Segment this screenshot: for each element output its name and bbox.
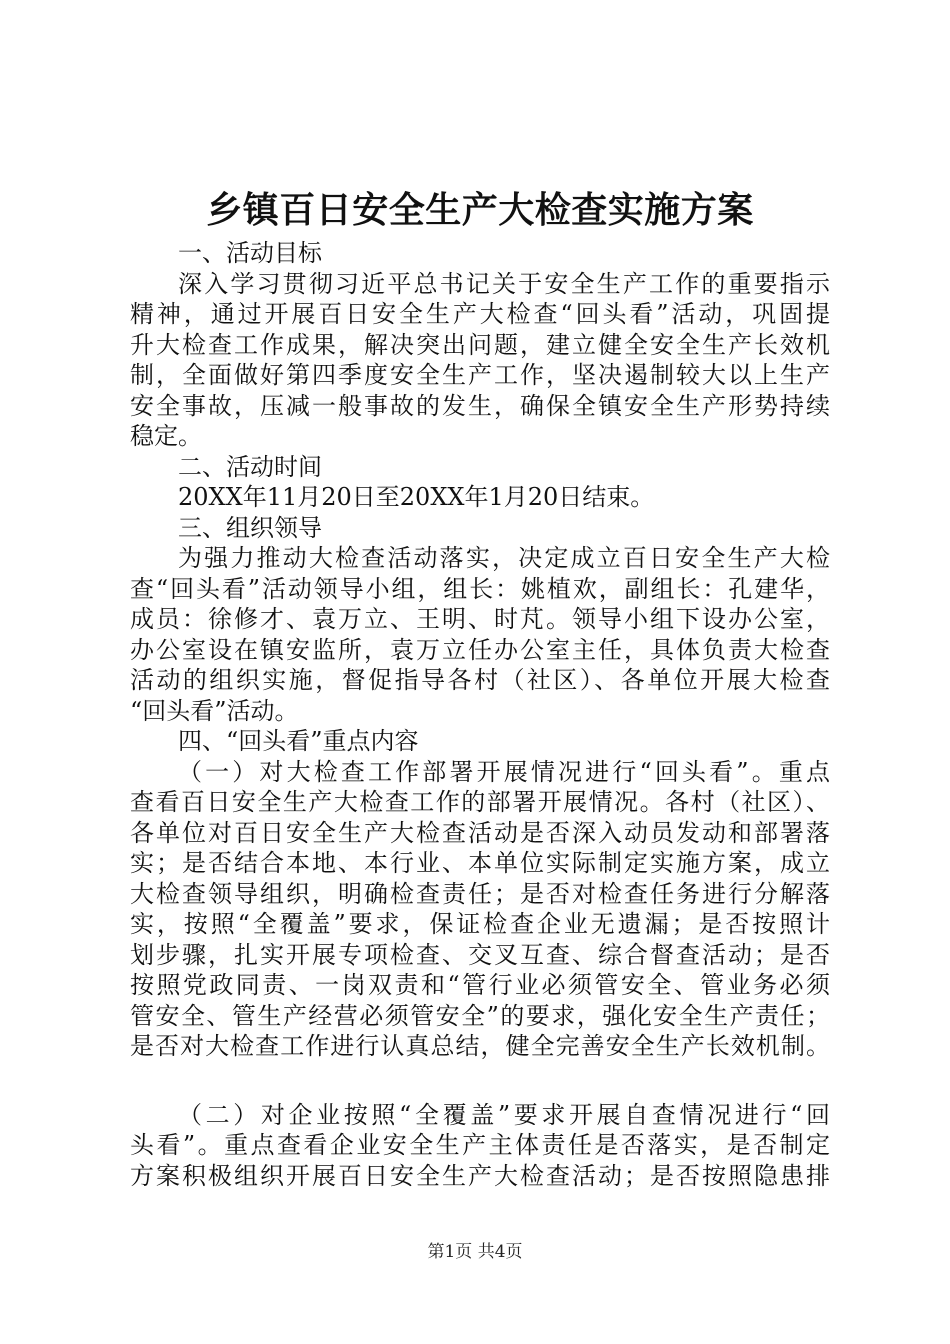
text-line: 安全事故，压减一般事故的发生，确保全镇安全生产形势持续 — [130, 391, 830, 420]
text-line: 二、活动时间 — [178, 452, 322, 481]
text-line: （一）对大检查工作部署开展情况进行“回头看”。重点 — [178, 757, 830, 786]
text-line: 精神，通过开展百日安全生产大检查“回头看”活动，巩固提 — [130, 300, 830, 328]
text-line: 制，全面做好第四季度安全生产工作，坚决遏制较大以上生产 — [130, 361, 830, 389]
text-line: 是否对大检查工作进行认真总结，健全完善安全生产长效机制。 — [130, 1032, 830, 1060]
text-line: 实；是否结合本地、本行业、本单位实际制定实施方案，成立 — [130, 849, 830, 877]
paragraph — [130, 1100, 830, 1192]
text-line: 按照党政同责、一岗双责和“管行业必须管安全、管业务必须 — [130, 971, 830, 999]
paragraph — [130, 757, 830, 1062]
section-heading — [130, 452, 830, 483]
text-line: 方案积极组织开展百日安全生产大检查活动；是否按照隐患排 — [130, 1161, 830, 1190]
text-line: 办公室设在镇安监所，袁万立任办公室主任，具体负责大检查 — [130, 635, 830, 664]
text-line: 大检查领导组织，明确检查责任；是否对检查任务进行分解落 — [130, 879, 830, 908]
text-line: 活动的组织实施，督促指导各村（社区）、各单位开展大检查 — [130, 666, 830, 694]
paragraph — [130, 482, 830, 513]
text-line: 查“回头看”活动领导小组，组长：姚植欢，副组长：孔建华， — [130, 574, 830, 603]
text-line: 实，按照“全覆盖”要求，保证检查企业无遗漏；是否按照计 — [130, 910, 830, 938]
section-heading — [130, 513, 830, 544]
document-body — [130, 182, 830, 1191]
paragraph — [130, 269, 830, 452]
text-line: 成员：徐修才、袁万立、王明、时芃。领导小组下设办公室， — [130, 605, 830, 633]
paragraph — [130, 543, 830, 726]
text-line: 各单位对百日安全生产大检查活动是否深入动员发动和部署落 — [130, 818, 830, 847]
text-line: （二）对企业按照“全覆盖”要求开展自查情况进行“回 — [178, 1100, 830, 1129]
text-line: 头看”。重点查看企业安全生产主体责任是否落实，是否制定 — [130, 1131, 830, 1159]
text-line: 20XX年11月20日至20XX年1月20日结束。 — [178, 483, 655, 511]
paragraph-gap — [130, 1062, 830, 1100]
section-heading — [130, 238, 830, 269]
text-line: 三、组织领导 — [178, 513, 322, 542]
text-line: 一、活动目标 — [178, 239, 322, 267]
text-line: 深入学习贯彻习近平总书记关于安全生产工作的重要指示 — [178, 269, 830, 298]
text-line: 划步骤，扎实开展专项检查、交叉互查、综合督查活动；是否 — [130, 940, 830, 969]
section-heading — [130, 726, 830, 757]
text-line: 管安全、管生产经营必须管安全”的要求，强化安全生产责任； — [130, 1001, 830, 1030]
text-line: 稳定。 — [130, 422, 202, 450]
document-title: 乡镇百日安全生产大检查实施方案 — [206, 189, 754, 231]
text-line: 查看百日安全生产大检查工作的部署开展情况。各村（社区）、 — [130, 788, 830, 816]
page-footer: 第1页 共4页 — [427, 1242, 523, 1262]
text-line: 为强力推动大检查活动落实，决定成立百日安全生产大检 — [178, 544, 830, 572]
text-line: 四、“回头看”重点内容 — [178, 727, 419, 755]
text-line: 升大检查工作成果，解决突出问题，建立健全安全生产长效机 — [130, 330, 830, 359]
text-line: “回头看”活动。 — [130, 696, 299, 725]
